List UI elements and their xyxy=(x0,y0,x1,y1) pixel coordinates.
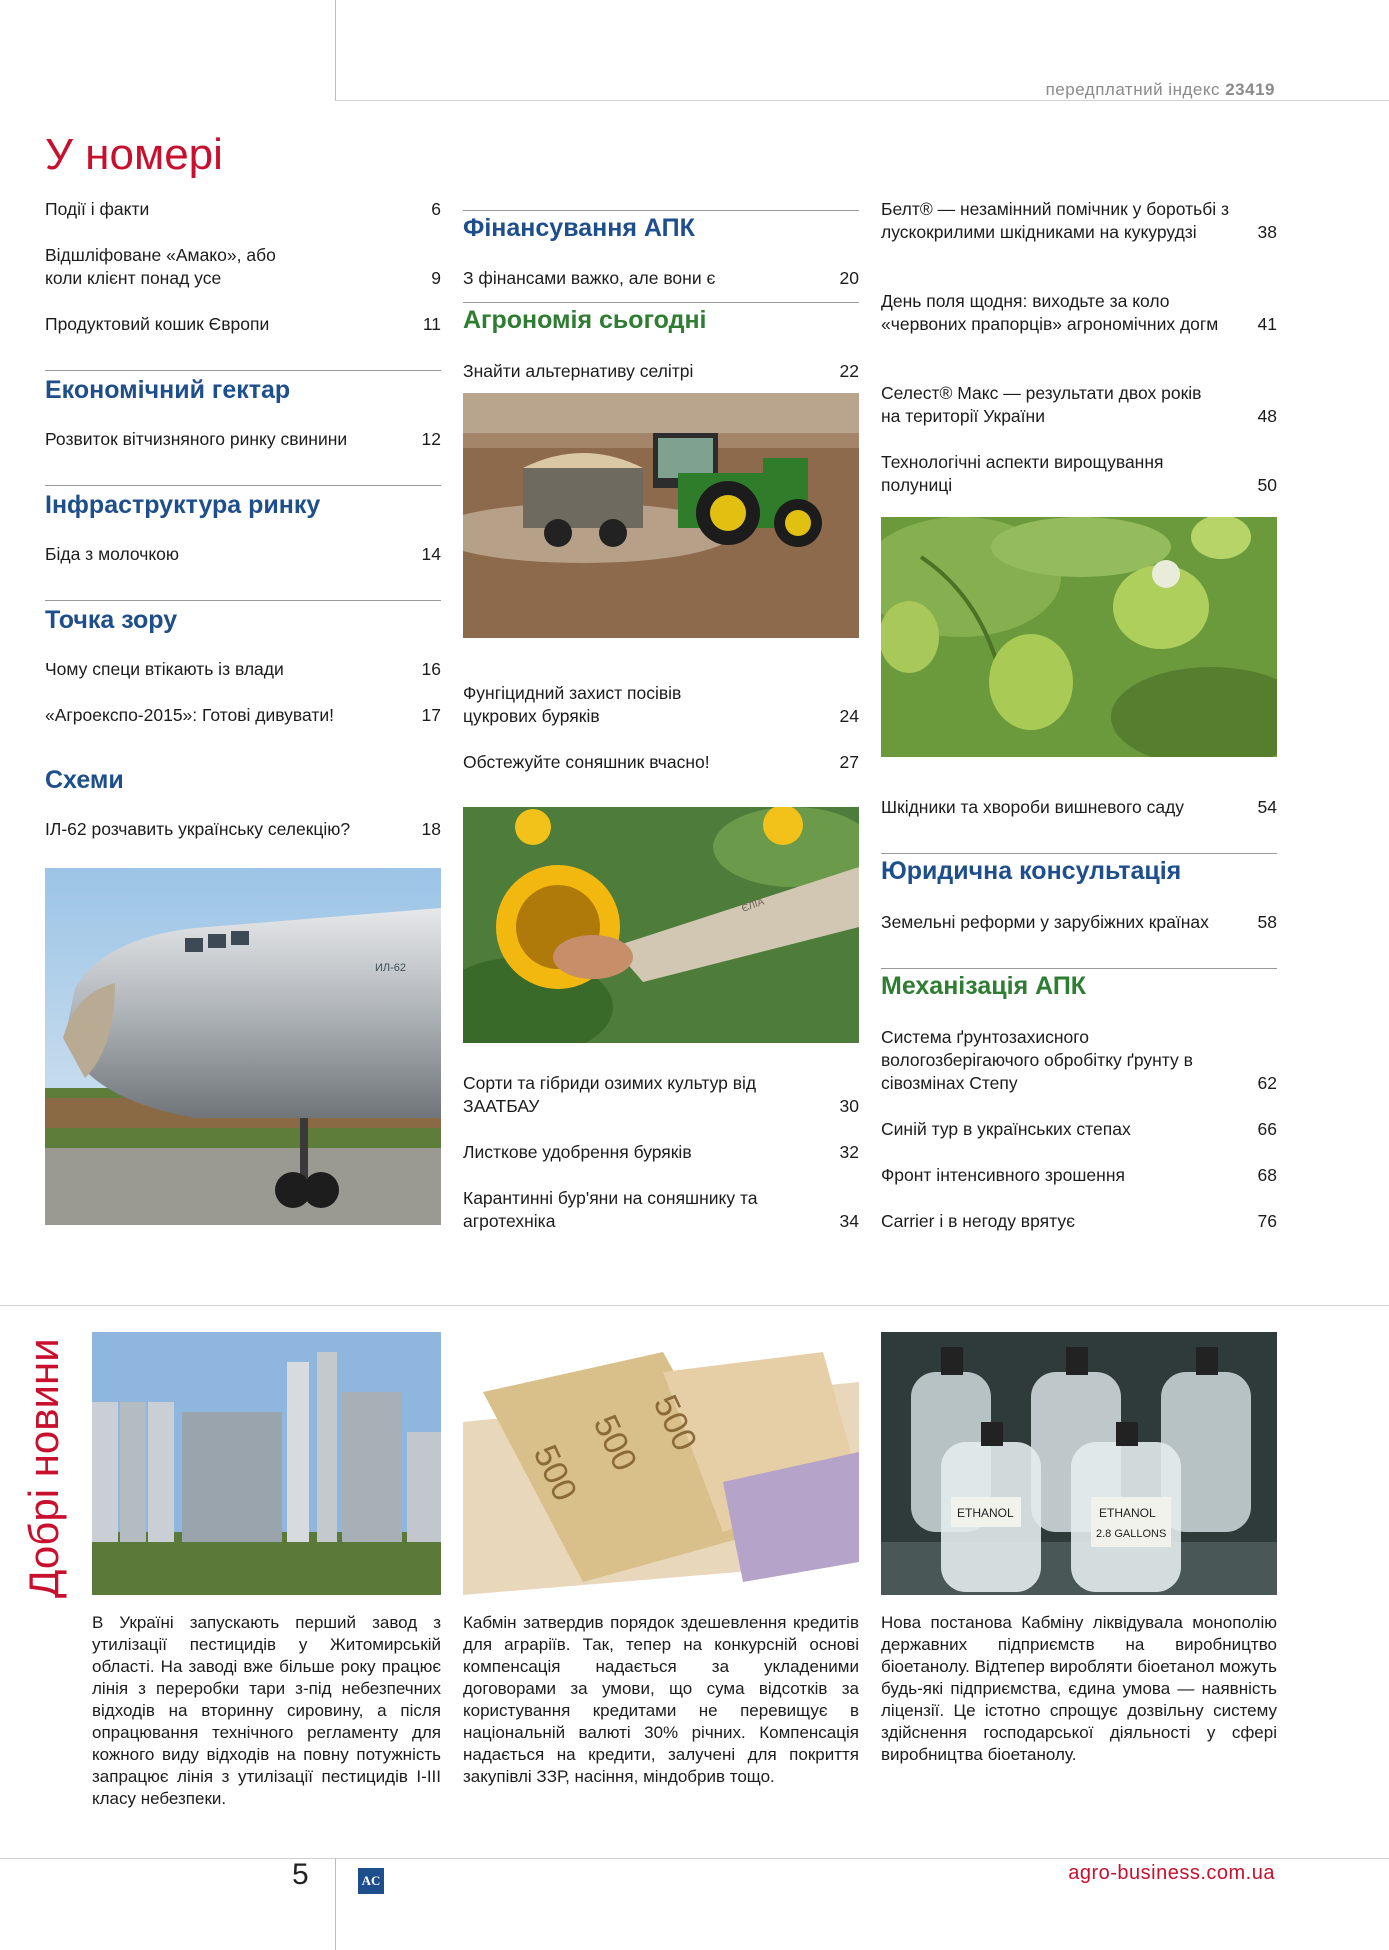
ethanol-photo xyxy=(881,1332,1277,1595)
toc-entry[interactable] xyxy=(463,360,859,383)
index-number: 23419 xyxy=(1225,80,1275,99)
toc-entry[interactable] xyxy=(881,1164,1277,1187)
toc-entry[interactable] xyxy=(881,382,1277,428)
toc-entry-page: 50 xyxy=(1257,475,1277,495)
toc-entry-page: 32 xyxy=(839,1142,859,1162)
toc-entry[interactable] xyxy=(881,796,1277,819)
good-news-rule xyxy=(0,1305,1389,1306)
index-label: передплатний індекс xyxy=(1045,80,1220,99)
toc-entry[interactable] xyxy=(45,658,441,681)
toc-entry-page: 12 xyxy=(421,429,441,449)
banknote-number: 500 xyxy=(645,1389,705,1457)
toc-entry-title: Відшліфоване «Амако», або коли клієнт понад усе xyxy=(45,245,276,288)
toc-entry-title: Земельні реформи у зарубіжних країнах xyxy=(881,912,1209,932)
toc-entry[interactable] xyxy=(881,1026,1277,1095)
section-rule xyxy=(463,302,859,303)
bottle-label-volume: 2.8 GALLONS xyxy=(1096,1528,1167,1540)
toc-entry-page: 14 xyxy=(421,544,441,564)
toc-entry[interactable] xyxy=(45,198,441,221)
section-heading: Інфраструктура ринку xyxy=(45,491,321,519)
section-heading: Механізація АПК xyxy=(881,972,1087,1000)
toc-entry-page: 22 xyxy=(839,361,859,381)
toc-entry[interactable] xyxy=(881,1118,1277,1141)
toc-entry-page: 11 xyxy=(422,314,441,334)
toc-entry-title: Carrier і в негоду врятує xyxy=(881,1211,1076,1231)
toc-entry-title: Фронт інтенсивного зрошення xyxy=(881,1165,1125,1185)
toc-entry-page: 68 xyxy=(1257,1165,1277,1185)
subscription-index xyxy=(1046,80,1275,100)
bottle-label: ETHANOL xyxy=(1099,1506,1156,1520)
tractor-photo xyxy=(463,393,859,638)
toc-entry-title: Шкідники та хвороби вишневого саду xyxy=(881,797,1185,817)
toc-entry-page: 18 xyxy=(421,819,441,839)
toc-entry-page: 58 xyxy=(1257,912,1277,932)
sunflower-photo xyxy=(463,807,859,1043)
toc-entry[interactable] xyxy=(45,313,441,336)
section-rule xyxy=(45,600,441,601)
toc-entry-page: 20 xyxy=(839,268,859,288)
toc-entry-page: 30 xyxy=(839,1096,859,1116)
section-heading: Юридична консультація xyxy=(881,857,1182,885)
sleeve-text: ЄЛІА xyxy=(740,896,766,915)
section-heading: Фінансування АПК xyxy=(463,214,695,242)
section-rule xyxy=(881,853,1277,854)
toc-entry[interactable] xyxy=(881,911,1277,934)
toc-entry-title: ІЛ-62 розчавить українську селекцію? xyxy=(45,819,351,839)
section-heading: Схеми xyxy=(45,766,124,794)
banknote-number: 500 xyxy=(525,1439,585,1507)
toc-entry-title: Белт® — незамінний помічник у боротьбі з лускокрилими шкідниками на кукурудзі xyxy=(881,199,1229,242)
toc-entry[interactable] xyxy=(463,1141,859,1164)
footer-rule xyxy=(0,1858,1389,1859)
toc-entry[interactable] xyxy=(45,543,441,566)
toc-entry-page: 27 xyxy=(839,752,859,772)
news-text: Нова постанова Кабміну ліквідувала монополію державних підприємств на виробництво біоетанолу. Відтепер виробляти біоетанол можуть будь-які підприємства, єдина умова — наявність ліцензії. Це істотно спрощує дозвільну систему здійснення господарської діяльності у сфері виробництва біоетанолу. xyxy=(881,1613,1277,1764)
toc-entry[interactable] xyxy=(881,451,1277,497)
good-news-title xyxy=(20,1338,90,1598)
toc-entry[interactable] xyxy=(463,682,859,728)
bottle-label: ETHANOL xyxy=(957,1506,1014,1520)
toc-entry[interactable] xyxy=(881,1210,1277,1233)
toc-entry[interactable] xyxy=(463,1072,859,1118)
toc-entry-title: Селест® Макс — результати двох років на території України xyxy=(881,383,1202,426)
toc-entry-title: Система ґрунтозахисного вологозберігаючого обробітку ґрунту в сівозмінах Степу xyxy=(881,1027,1193,1093)
top-divider xyxy=(335,0,336,100)
toc-entry-page: 16 xyxy=(421,659,441,679)
toc-entry[interactable] xyxy=(881,290,1277,336)
toc-entry-page: 17 xyxy=(421,705,441,725)
toc-entry[interactable] xyxy=(463,1187,859,1233)
toc-entry[interactable] xyxy=(45,244,441,290)
toc-entry[interactable] xyxy=(463,267,859,290)
header-rule xyxy=(335,100,1389,101)
toc-entry-page: 48 xyxy=(1257,406,1277,426)
toc-entry-title: Знайти альтернативу селітрі xyxy=(463,361,694,381)
news-text: В Україні запускають перший завод з утилізації пестицидів у Житомирській області. На заводі вже більше року працює лінія з переробки тари з-під небезпечних відходів на вторинну сировину, а після опрацювання технічного регламенту для кожного виду відходів на повну потужність запрацює лінія з утилізації пестицидів I-III класу небезпеки. xyxy=(92,1613,441,1808)
footer-divider xyxy=(335,1858,336,1950)
strawberry-photo xyxy=(881,517,1277,757)
toc-entry-page: 41 xyxy=(1257,314,1277,334)
toc-entry-page: 38 xyxy=(1257,222,1277,242)
factory-photo xyxy=(92,1332,441,1595)
toc-entry[interactable] xyxy=(463,751,859,774)
toc-entry-page: 9 xyxy=(431,268,441,288)
news-text: Кабмін затвердив порядок здешевлення кредитів для аграріїв. Так, тепер на конкурсній основі компенсація надається за укладеними договорами за умови, що сума відсотків за користування кредитами не перевищує в національній валюті 30% річних. Компенсація надається на кредити, залучені для покриття закупівлі ЗЗР, насіння, міндобрив тощо. xyxy=(463,1613,859,1786)
toc-entry[interactable] xyxy=(45,818,441,841)
page-number: 5 xyxy=(292,1858,309,1891)
toc-entry-title: День поля щодня: виходьте за коло «червоних прапорців» агрономічних догм xyxy=(881,291,1219,334)
toc-entry-page: 54 xyxy=(1257,797,1277,817)
toc-entry-title: Сорти та гібриди озимих культур від ЗААТБАУ xyxy=(463,1073,757,1116)
section-rule xyxy=(881,968,1277,969)
section-heading: Економічний гектар xyxy=(45,376,291,404)
toc-entry[interactable] xyxy=(881,198,1277,244)
toc-entry-title: Карантинні бур'яни на соняшнику та агротехніка xyxy=(463,1188,758,1231)
publisher-logo: AC xyxy=(358,1868,384,1894)
toc-entry-page: 6 xyxy=(431,199,441,219)
plane-tail-text: ИЛ-62 xyxy=(375,962,407,974)
money-photo xyxy=(463,1332,859,1595)
banknote-number: 500 xyxy=(585,1409,645,1477)
section-heading: Точка зору xyxy=(45,606,178,634)
toc-entry-page: 76 xyxy=(1257,1211,1277,1231)
toc-entry-page: 66 xyxy=(1257,1119,1277,1139)
toc-entry-page: 24 xyxy=(839,706,859,726)
section-rule xyxy=(45,485,441,486)
toc-entry-page: 34 xyxy=(839,1211,859,1231)
toc-entry-title: Продуктовий кошик Європи xyxy=(45,314,270,334)
website-link[interactable]: agro-business.com.ua xyxy=(1068,1862,1275,1884)
toc-entry[interactable] xyxy=(45,704,441,727)
section-rule xyxy=(45,370,441,371)
toc-entry-title: Технологічні аспекти вирощування полуниці xyxy=(881,452,1164,495)
good-news-title-text: Добрі новини xyxy=(20,1338,67,1598)
toc-entry-title: Обстежуйте соняшник вчасно! xyxy=(463,752,710,772)
toc-entry-page: 62 xyxy=(1257,1073,1277,1093)
airplane-photo xyxy=(45,868,441,1225)
section-rule xyxy=(463,210,859,211)
toc-entry-title: Події і факти xyxy=(45,199,150,219)
toc-entry-title: Чому специ втікають із влади xyxy=(45,659,284,679)
toc-entry-title: З фінансами важко, але вони є xyxy=(463,268,716,288)
page-title: У номері xyxy=(45,130,223,179)
toc-entry-title: «Агроекспо-2015»: Готові дивувати! xyxy=(45,705,335,725)
toc-entry-title: Синій тур в українських степах xyxy=(881,1119,1131,1139)
toc-entry-title: Розвиток вітчизняного ринку свинини xyxy=(45,429,348,449)
toc-entry-title: Фунгіцидний захист посівів цукрових буряків xyxy=(463,683,682,726)
section-heading: Агрономія сьогодні xyxy=(463,306,707,334)
toc-entry[interactable] xyxy=(45,428,441,451)
toc-entry-title: Біда з молочкою xyxy=(45,544,180,564)
toc-entry-title: Листкове удобрення буряків xyxy=(463,1142,692,1162)
